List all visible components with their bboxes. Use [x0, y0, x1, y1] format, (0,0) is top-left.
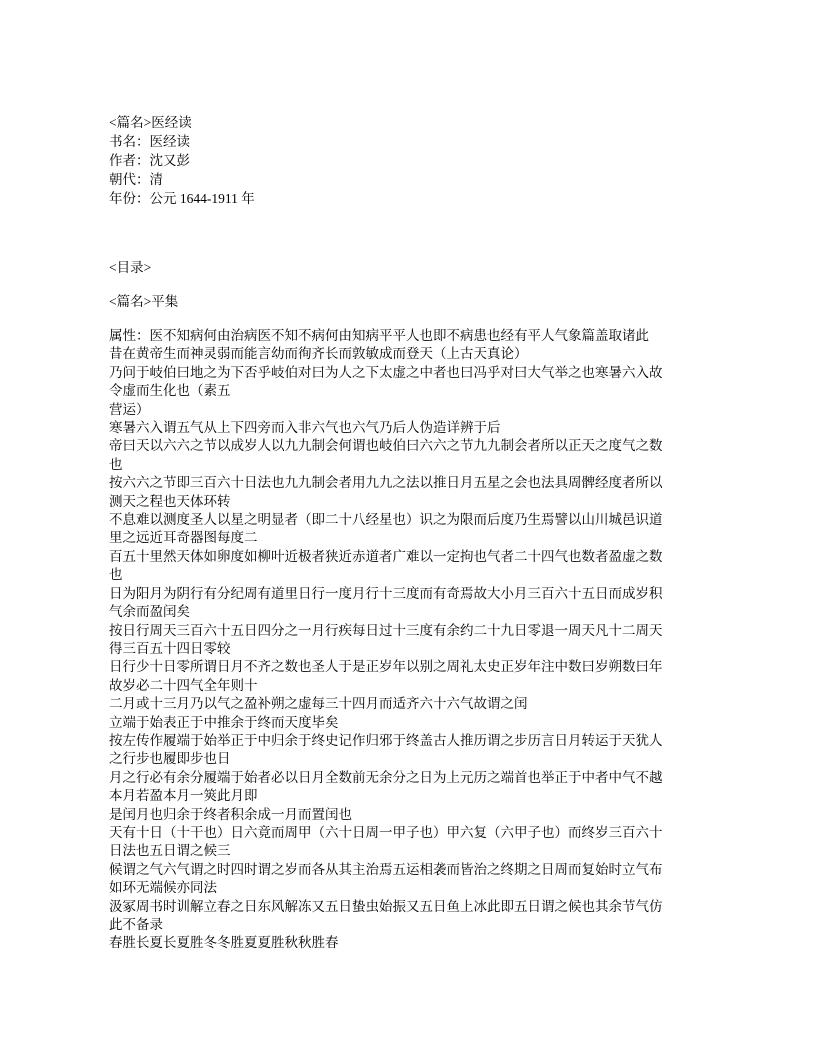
body-text-line: 寒暑六入谓五气从上下四旁而入非六气也六气乃后人伪造详辨于后 [109, 420, 501, 436]
body-text-line: 乃问于岐伯曰地之为下否乎岐伯对曰为人之下太虚之中者也曰冯乎对曰大气举之也寒暑六入故 [109, 364, 663, 380]
body-text-line: 不息难以测度圣人以星之明显者（即二十八经星也）识之为限而后度乃生焉譬以山川城邑识道 [109, 512, 663, 528]
body-text-line: 此不备录 [109, 917, 163, 932]
header-line: <篇名>医经读 [109, 115, 192, 130]
body-text-line: 之行步也履即步也日 [109, 751, 231, 767]
body-text-line: 属性：医不知病何由治病医不知不病何由知病平平人也即不病患也经有平人气象篇盖取诸此 [109, 328, 649, 343]
body-text-line: 按左传作履端于始举正于中归余于终史记作归邪于终盖古人推历谓之步历言日月转运于天犹人 [109, 732, 663, 748]
body-text-line: 按日行周天三百六十五日四分之一月行疾每日过十三度有余约二十九日零退一周天凡十二周天 [109, 622, 663, 638]
body-text-line: 测天之程也天体环转 [109, 493, 231, 509]
header-line: 书名：医经读 [109, 134, 190, 149]
body-text-line: 立端于始表正于中推余于终而天度毕矣 [109, 714, 339, 730]
body-text-line: 月之行必有余分履端于始者必以日月全数前无余分之日为上元历之端首也举正于中者中气不越 [109, 769, 663, 785]
body-text-line: 百五十里然天体如卵度如柳叶近极者狭近赤道者广难以一定拘也气者二十四气也数者盈虚之数 [109, 548, 663, 564]
body-text-line: 天有十日（十干也）日六竟而周甲（六十日周一甲子也）甲六复（六甲子也）而终岁三百六十 [109, 824, 663, 840]
header-line: 朝代：清 [109, 172, 163, 187]
body-text-line: 如环无端候亦同法 [109, 880, 217, 896]
body-text-line: 气余而盈闰矣 [109, 604, 190, 620]
toc-tag: <目录> [109, 260, 152, 275]
body-text-line: 也 [109, 567, 123, 583]
body-text-line: 营运） [109, 401, 150, 417]
body-text-line: 是闰月也归余于终者积余成一月而置闰也 [109, 806, 352, 822]
body-text-line: 日行少十日零所谓日月不齐之数也圣人于是正岁年以别之周礼太史正岁年注中数曰岁朔数曰年 [109, 659, 663, 675]
body-text-line: 故岁必二十四气全年则十 [109, 677, 258, 693]
body-text-line: 汲冢周书时训解立春之日东风解冻又五日蛰虫始振又五日鱼上冰此即五日谓之候也其余节气仿 [109, 898, 663, 914]
section-title-tag: <篇名>平集 [109, 294, 179, 309]
body-text-line: 本月若盈本月一筴此月即 [109, 788, 258, 804]
header-line: 年份：公元 1644-1911 年 [109, 191, 255, 206]
body-text-line: 也 [109, 456, 123, 472]
body-text-line: 按六六之节即三百六十日法也九九制会者用九九之法以推日月五星之会也法具周髀经度者所以 [109, 475, 663, 491]
body-text-line: 昔在黄帝生而神灵弱而能言幼而徇齐长而敦敏成而登天（上古天真论） [109, 346, 528, 362]
body-text-line: 帝曰天以六六之节以成岁人以九九制会何谓也岐伯曰六六之节九九制会者所以正天之度气之数 [109, 438, 663, 454]
body-text-line: 里之远近耳奇器图每度二 [109, 530, 258, 546]
body-text-line: 春胜长夏长夏胜冬冬胜夏夏胜秋秋胜春 [109, 935, 339, 951]
body-text-line: 日为阳月为阴行有分纪周有道里日行一度月行十三度而有奇焉故大小月三百六十五日而成岁积 [109, 585, 663, 601]
body-text-line: 候谓之气六气谓之时四时谓之岁而各从其主治焉五运相袭而皆治之终期之日周而复始时立气布 [109, 861, 663, 877]
document-header [109, 113, 255, 208]
body-text-line: 得三百五十四日零较 [109, 640, 231, 656]
header-line: 作者：沈又彭 [109, 153, 190, 168]
body-text-line: 二月或十三月乃以气之盈补朔之虚每三十四月而适齐六十六气故谓之闰 [109, 696, 528, 712]
body-text-line: 令虚而生化也（素五 [109, 383, 231, 399]
body-text-line: 日法也五日谓之候三 [109, 843, 231, 859]
document-body [109, 327, 663, 953]
